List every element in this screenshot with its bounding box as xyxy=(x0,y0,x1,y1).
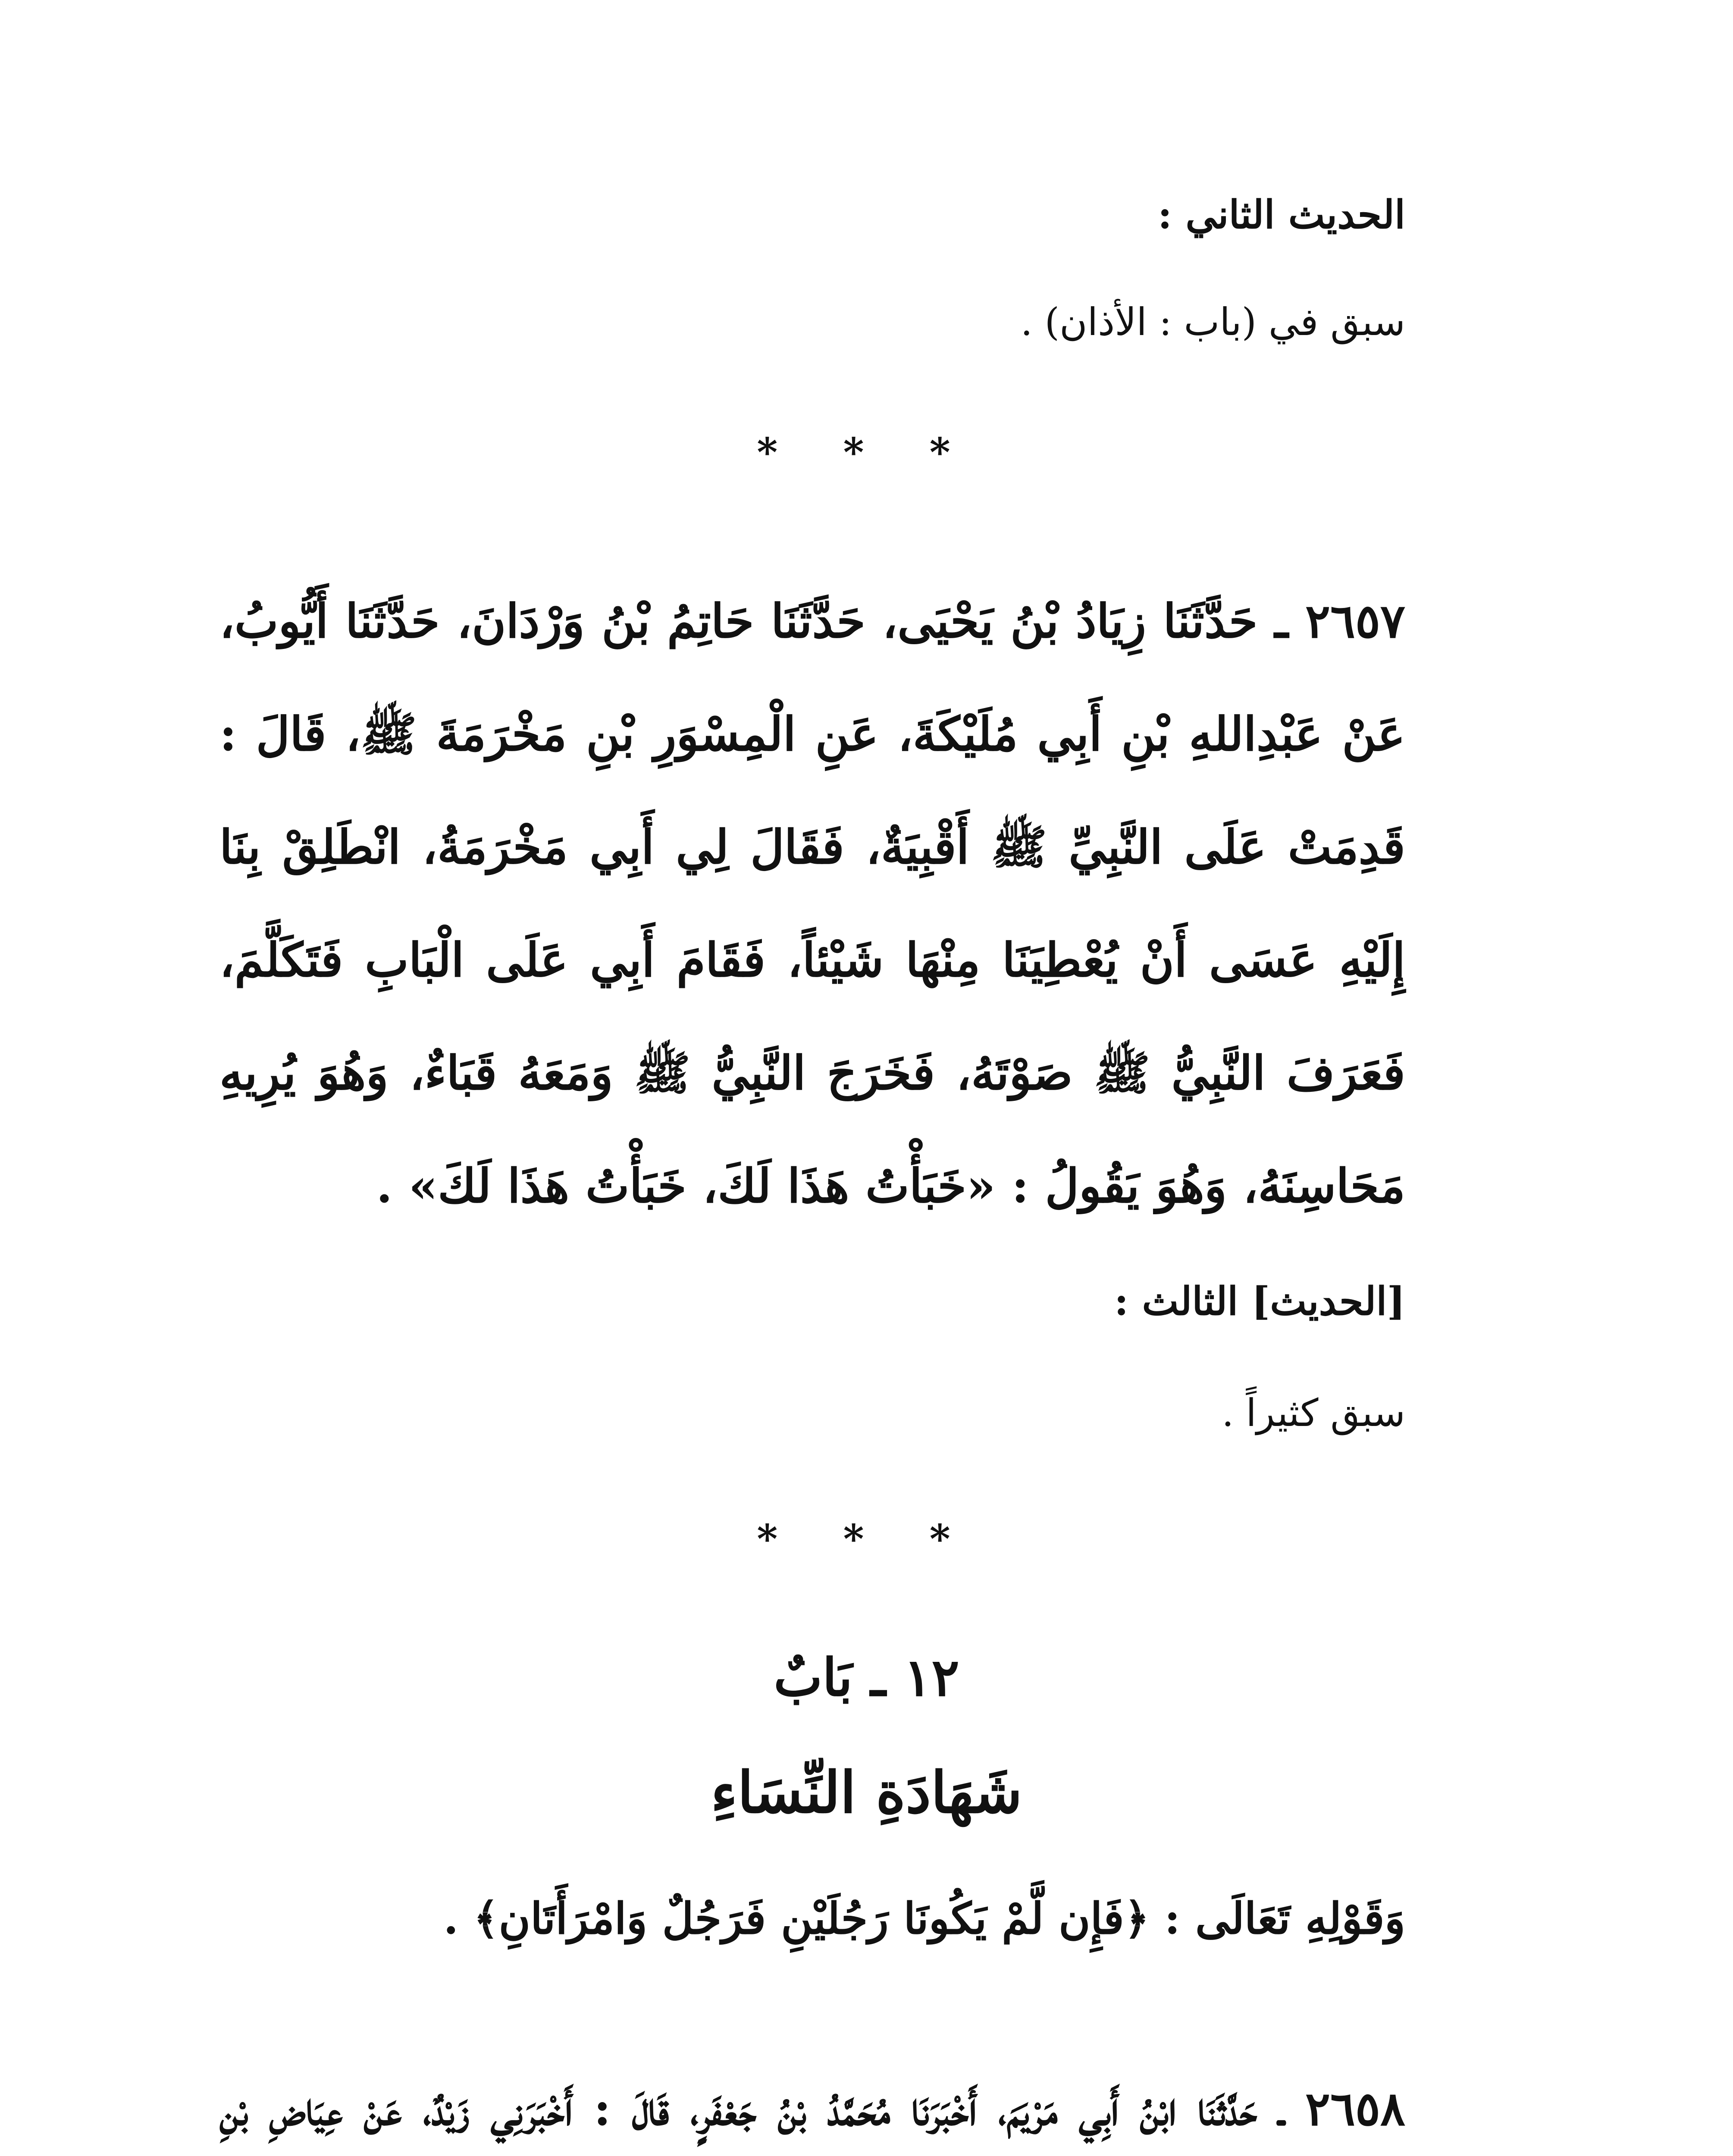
quran-verse-line: وَقَوْلِهِ تَعَالَى : ﴿فَإِن لَّمْ يَكُونَا رَجُلَيْنِ فَرَجُلٌ وَامْرَأَتَانِ﴾ . xyxy=(443,1893,1405,1944)
chapter-number: ١٢ ـ بَابٌ xyxy=(774,1647,959,1708)
hadith-three-heading: [الحديث] الثالث : xyxy=(1114,1279,1405,1324)
section-separator-2: * * * xyxy=(757,1516,976,1562)
hadith-two-note: سبق في (باب : الأذان) . xyxy=(1020,300,1405,344)
hadith-two-heading: الحديث الثاني : xyxy=(1157,192,1405,238)
chapter-title: شَهَادَةِ النِّسَاءِ xyxy=(711,1759,1022,1826)
hadith-2657-block xyxy=(219,565,1405,1243)
hadith-2658-paragraph: ٢٦٥٨ ـ حَدَّثَنَا ابْنُ أَبِي مَرْيَمَ، أَخْبَرَنَا مُحَمَّدُ بْنُ جَعْفَرٍ، قَالَ : أَخْبَرَنِي زَيْدٌ، عَنْ عِيَاضِ بْنِ xyxy=(219,2082,1405,2136)
hadith-2657-paragraph: ٢٦٥٧ ـ حَدَّثَنَا زِيَادُ بْنُ يَحْيَى، حَدَّثَنَا حَاتِمُ بْنُ وَرْدَانَ، حَدَّثَنَا أَيُّوبُ، عَنْ عَبْدِاللهِ بْنِ أَبِي مُلَيْكَةَ، عَنِ الْمِسْوَرِ بْنِ مَخْرَمَةَ ﷺ، قَالَ : قَدِمَتْ عَلَى النَّبِيِّ ﷺ أَقْبِيَةٌ، فَقَالَ لِي أَبِي مَخْرَمَةُ، انْطَلِقْ بِنَا إِلَيْهِ عَسَى أَنْ يُعْطِيَنَا مِنْهَا شَيْئاً، فَقَامَ أَبِي عَلَى الْبَابِ فَتَكَلَّمَ، فَعَرَفَ النَّبِيُّ ﷺ صَوْتَهُ، فَخَرَجَ النَّبِيُّ ﷺ وَمَعَهُ قَبَاءٌ، وَهُوَ يُرِيهِ مَحَاسِنَهُ، وَهُوَ يَقُولُ : «خَبَأْتُ هَذَا لَكَ، خَبَأْتُ هَذَا لَكَ» . xyxy=(219,594,1405,1213)
hadith-2658-block xyxy=(219,2053,1405,2156)
hadith-three-note: سبق كثيراً . xyxy=(1222,1391,1405,1435)
section-separator-1: * * * xyxy=(757,429,976,476)
